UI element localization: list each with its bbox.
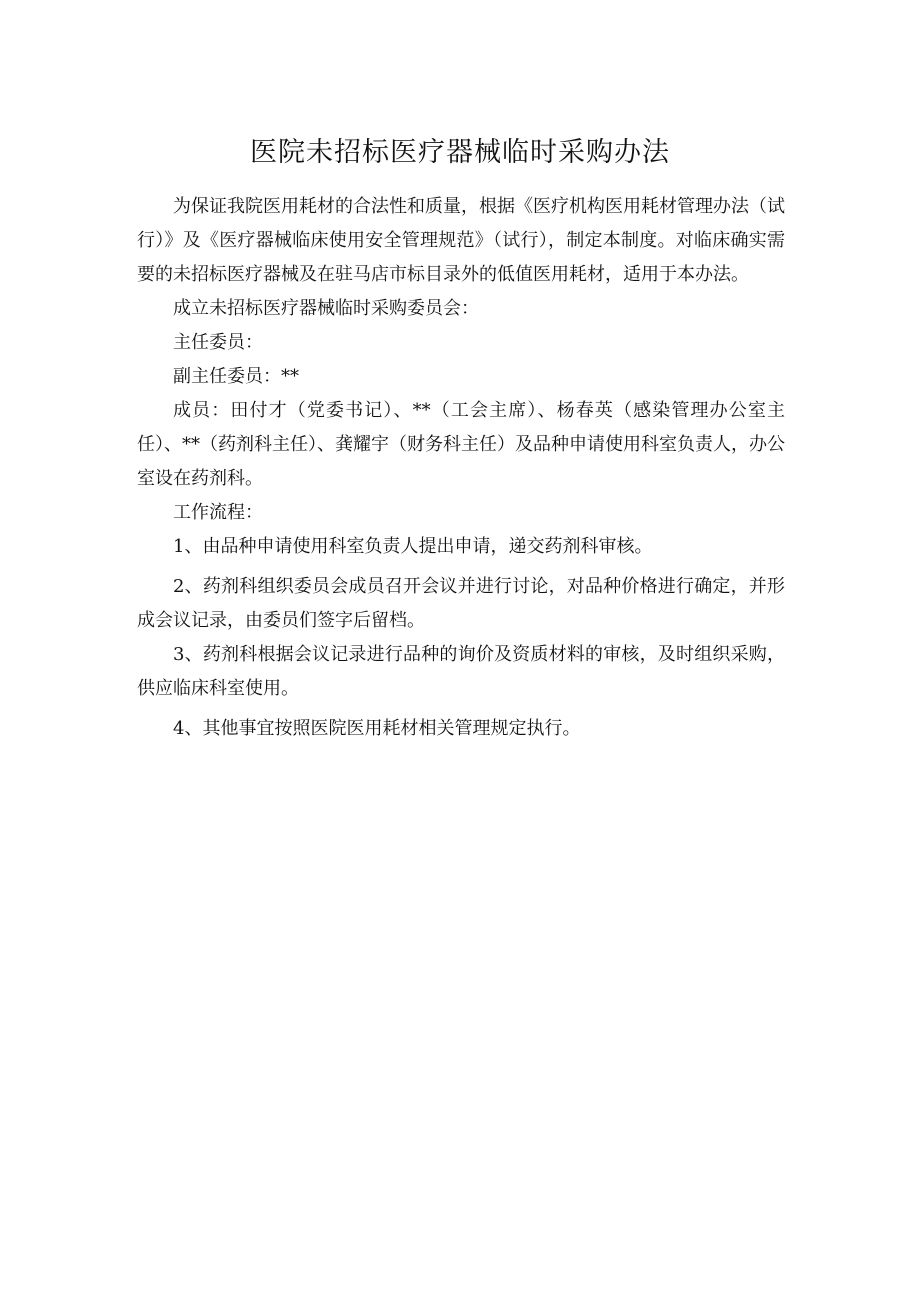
committee-vice-chair: 副主任委员：** bbox=[173, 366, 299, 387]
document-title: 医院未招标医疗器械临时采购办法 bbox=[250, 137, 670, 168]
committee-heading: 成立未招标医疗器械临时采购委员会： bbox=[173, 298, 479, 319]
committee-members: 成员：田付才（党委书记）、**（工会主席）、杨春英（感染管理办公室主任）、**（药剂科主任）、龚耀宇（财务科主任）及品种申请使用科室负责人，办公室设在药剂科。 bbox=[137, 400, 785, 489]
workflow-step-2: 2、药剂科组织委员会成员召开会议并进行讨论，对品种价格进行确定，并形成会议记录，由委员们签字后留档。 bbox=[137, 576, 785, 631]
workflow-step-1: 1、由品种申请使用科室负责人提出申请，递交药剂科审核。 bbox=[173, 536, 653, 557]
workflow-heading: 工作流程： bbox=[173, 502, 263, 523]
intro-paragraph: 为保证我院医用耗材的合法性和质量，根据《医疗机构医用耗材管理办法（试行）》及《医疗器械临床使用安全管理规范》（试行），制定本制度。对临床确实需要的未招标医疗器械及在驻马店市标目录外的低值医用耗材，适用于本办法。 bbox=[137, 196, 785, 285]
committee-chair: 主任委员： bbox=[173, 332, 263, 353]
workflow-step-4: 4、其他事宜按照医院医用耗材相关管理规定执行。 bbox=[173, 718, 581, 739]
document-body bbox=[137, 190, 785, 746]
workflow-step-3: 3、药剂科根据会议记录进行品种的询价及资质材料的审核，及时组织采购，供应临床科室使用。 bbox=[137, 644, 785, 699]
